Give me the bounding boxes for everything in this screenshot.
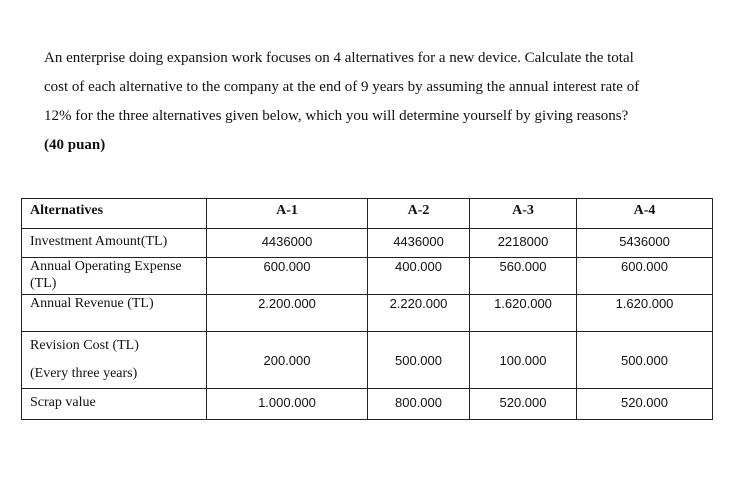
table-row xyxy=(22,389,713,420)
question-line-3: 12% for the three alternatives given below, which you will determine yourself by giving reasons? xyxy=(44,108,629,124)
row-label-revision-note: (Every three years) xyxy=(30,366,138,381)
cell-revenue-a3: 1.620.000 xyxy=(470,295,577,332)
table-row xyxy=(22,295,713,332)
cell-revision-a3: 100.000 xyxy=(470,332,577,389)
cell-scrap-a1: 1.000.000 xyxy=(207,389,368,420)
table-row xyxy=(22,258,713,295)
header-a1: A-1 xyxy=(207,199,368,229)
question-line-2: cost of each alternative to the company at the end of 9 years by assuming the annual interest rate of xyxy=(44,79,640,95)
table-header-row xyxy=(22,199,713,229)
row-label-investment: Investment Amount(TL) xyxy=(22,229,207,258)
cell-scrap-a3: 520.000 xyxy=(470,389,577,420)
row-label-scrap: Scrap value xyxy=(22,389,207,420)
cell-revision-a2: 500.000 xyxy=(368,332,470,389)
row-label-revision: Revision Cost (TL) xyxy=(30,338,139,353)
cell-operating-a4: 600.000 xyxy=(577,258,713,295)
cell-investment-a1: 4436000 xyxy=(207,229,368,258)
cell-scrap-a4: 520.000 xyxy=(577,389,713,420)
table-row xyxy=(22,332,713,389)
points-label: (40 puan) xyxy=(44,137,106,153)
alternatives-table xyxy=(21,198,713,420)
cell-operating-a2: 400.000 xyxy=(368,258,470,295)
header-a4: A-4 xyxy=(577,199,713,229)
cell-operating-a3: 560.000 xyxy=(470,258,577,295)
header-a3: A-3 xyxy=(470,199,577,229)
table-row xyxy=(22,229,713,258)
cell-revenue-a2: 2.220.000 xyxy=(389,296,448,311)
row-label-operating-expense: Annual Operating Expense (TL) xyxy=(22,258,207,295)
row-label-revenue: Annual Revenue (TL) xyxy=(22,295,207,332)
header-alternatives: Alternatives xyxy=(22,199,207,229)
cell-revenue-a1: 2.200.000 xyxy=(207,295,368,332)
question-line-1: An enterprise doing expansion work focuses on 4 alternatives for a new device. Calculate the total xyxy=(44,50,634,66)
cell-investment-a3: 2218000 xyxy=(470,229,577,258)
cell-investment-a2: 4436000 xyxy=(368,229,470,258)
cell-investment-a4: 5436000 xyxy=(577,229,713,258)
cell-revision-a4: 500.000 xyxy=(577,332,713,389)
header-a2: A-2 xyxy=(368,199,470,229)
cell-operating-a1: 600.000 xyxy=(207,258,368,295)
question-text xyxy=(44,44,708,160)
cell-revenue-a4: 1.620.000 xyxy=(577,295,713,332)
cell-revision-a1: 200.000 xyxy=(207,332,368,389)
cell-scrap-a2: 800.000 xyxy=(368,389,470,420)
